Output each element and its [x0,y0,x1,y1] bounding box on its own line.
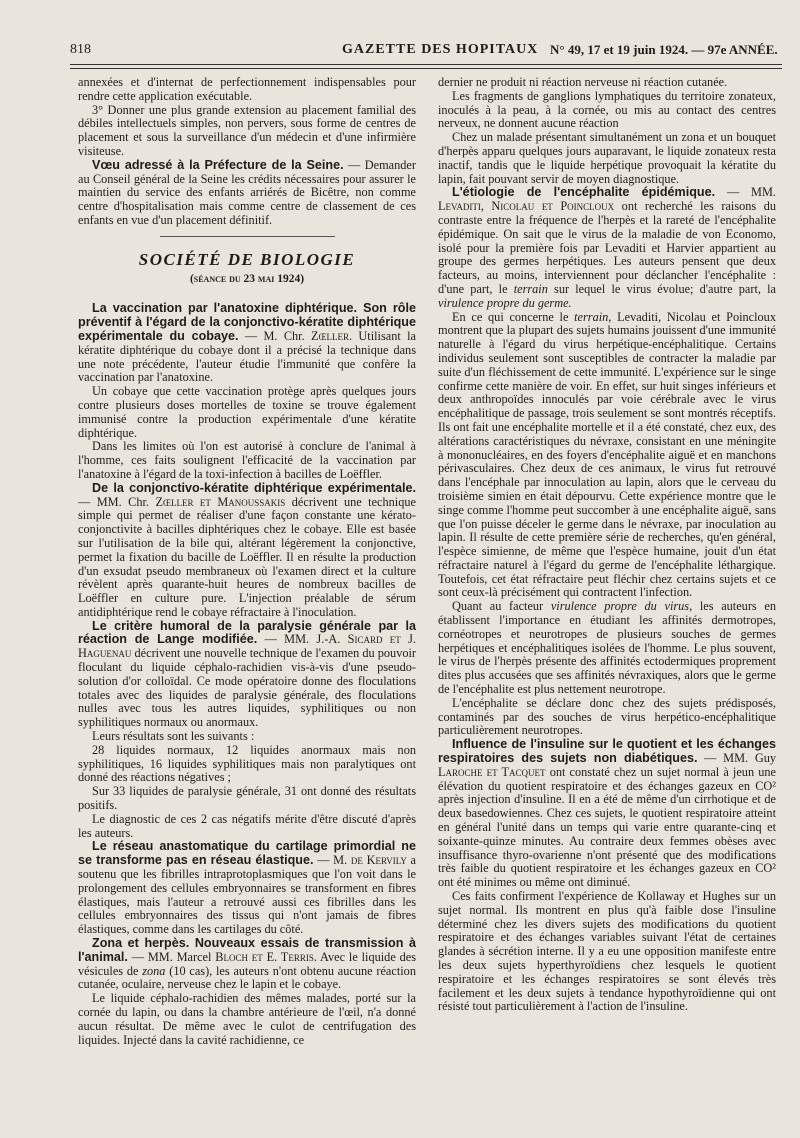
article-conjonctivo-keratite: De la conjonctivo-kératite diphtérique expérimentale. — MM. Chr. Zœller et Manoussakis décrivent une technique simple qui permet de réaliser d'une façon constante une kérato-conjonctivite à bacilles diphtériques chez le cobaye. Elle est basée sur l'utilisation de la bile qui, altérant légèrement la conjonctive, permet la fixation du bacille de Loëffler. Il en résulte la production d'un exsudat pseudo membraneux où l'examen direct et la culture révèlent après quarante-huit heures de nombreux bacilles de Loëffler en culture pure. L'injection préalable de sérum antidiphtérique rend le cobaye réfractaire à l'inoculation. [78,480,416,619]
intro-paragraph-3: 3° Donner une plus grande extension au placement familial des débiles intellectuels simples, non pervers, sous forme de centres de placement et sous la surveillance d'un médecin et d'une infirmière visiteuse. [78,102,416,158]
article-author: Zœller et Manoussakis [155,494,286,509]
header-rule [70,64,782,65]
section-divider [160,236,335,237]
article-title: De la conjonctivo-kératite diphtérique expérimentale. [92,480,416,495]
voeu-paragraph [78,159,416,228]
article-author: Levaditi, Nicolau et Poincloux [438,199,615,214]
article-paragraph: Ces faits confirment l'expérience de Kollaway et Hughes sur un sujet normal. Ils montrent en plus qu'à faible dose l'insuline déterminé chez les divers sujets des modifications du quotient respiratoire et des échanges variables suivant l'état de certaines glandes à sécrétion interne. Il y a eu une opposition manifeste entre les deux sujets hyperthyroïdiens chez lesquels le quotient respiratoire et les échanges respiratoires se sont élevés très facilement et les deux sujets à tendance hypothyroïdienne qui ont résisté tout particulièrement à l'action de l'insuline. [438,889,776,1014]
article-critere-humoral: Le critère humoral de la paralysie générale par la réaction de Lange modifiée. — MM. J.-A. Sicard et J. Haguenau décrivent une nouvelle technique de l'examen du pouvoir floculant du liquide céphalo-rachidien vis-à-vis d'une pseudo-solution d'or colloïdal. Ce mode opératoire donne des floculations totales avec des liquides de paralysie générale, des floculations nulles avec tous les autres liquides, syphilitiques ou non syphilitiques normaux ou anormaux. [78,618,416,730]
article-paragraph: Chez un malade présentant simultanément un zona et un bouquet d'herpès apparu quelques jours auparavant, le liquide zonateux resta inactif, tandis que le liquide herpétique provoquait la kératite du lapin, fait pouvant servir de moyen diagnostique. [438,130,776,186]
header-rule-double [70,68,782,69]
continued-paragraph: dernier ne produit ni réaction nerveuse ni réaction cutanée. [438,75,728,89]
article-title: Le réseau anastomatique du cartilage primordial ne se transforme pas en réseau élastique. [78,839,416,868]
article-insuline: Influence de l'insuline sur le quotient et les échanges respiratoires des sujets non diabétiques. — MM. Guy Laroche et Tacquet ont constaté chez un sujet normal à jeun une élévation du quotient respiratoire et des échanges gazeux en CO² après injection d'insuline. Il en a été de même d'un cirrhotique et de deux basedowiennes. Chez ces sujets, le quotient respiratoire atteint en général l'unité dans un temps qui varie entre quarante-cinq et soixante-quinze minutes. Au contraire deux femmes obèses avec insuffisance thyro-ovarienne n'ont présenté que des modifications très faible du quotient respiratoire et les échanges gazeux en CO² ont été minimes ou même ont diminué. [438,737,776,890]
article-title: La vaccination par l'anatoxine diphtérique. Son rôle préventif à l'égard de la conjonctivo-kératite diphtérique expérimentale du cobaye. [78,301,416,343]
page-number: 818 [70,42,91,57]
left-column [78,76,416,1047]
issue-info: N° 49, 17 et 19 juin 1924. — 97e ANNÉE. [550,42,778,57]
society-heading: SOCIÉTÉ DE BIOLOGIE [138,249,356,269]
article-zona-herpes: Zona et herpès. Nouveaux essais de transmission à l'animal. — MM. Marcel Bloch et E. Terris. Avec le liquide des vésicules de zona (10 cas), les auteurs n'ont obtenu aucune réaction cutanée, oculaire, nerveuse chez le lapin et le cobaye. [78,936,416,992]
voeu-text: — Demander au Conseil général de la Seine les crédits nécessaires pour assurer le maintien du service des enfants arriérés de Bicêtre, non comme centre d'hospitalisation mais comme centre de classement de ces enfants en vue d'un placement définitif. [78,157,416,227]
article-paragraph: Dans les limites où l'on est autorisé à conclure de l'animal à l'homme, ces faits soulignent l'efficacité de la vaccination par l'anatoxine à l'égard de la toxi-infection à bacilles de Loëffler. [78,439,416,481]
voeu-title: Vœu adressé à la Préfecture de la Seine. [92,157,344,172]
intro-paragraph: annexées et d'internat de perfectionnement indispensables pour rendre cette application exécutable. [78,75,416,103]
article-paragraph: En ce qui concerne le terrain, Levaditi, Nicolau et Poincloux montrent que la plupart des sujets humains jouissent d'une immunité naturelle à l'égard du virus herpétique-encéphalitique. Certains individus seulement sont susceptibles de contracter la maladie par suite d'un fléchissement de cette immunité. L'expérience sur le singe confirme cette manière de voir. En effet, sur huit singes inférieurs et deux anthropoïdes innoculés par voie cérébrale avec le virus encéphalitique de passage, trois seulement se sont montrés réceptifs. Ils ont fait une encéphalite mortelle et il a été constaté, chez eux, des altérations caractéristiques du névraxe, consistant en une méningite à mononucléaires, en des foyers d'encéphalite aiguë et en manchons périvasculaires. Chez deux de ces animaux, le virus fut retrouvé dans l'encéphale par innoculation au lapin, alors que le cerveau du troisième simien en était dépourvu. Cette expérience montre que le singe comme l'homme peut succomber à une encéphalite aiguë, sans que l'on puisse déceler le germe dans le névraxe, par inoculation au lapin. Il résulte de cette première série de recherches, qu'en général, l'espèce simienne, de même que l'espèce humaine, jouit d'un état réfractaire naturel à l'égard du germe de l'encéphalite léthargique. Toutefois, cet état réfractaire peut fléchir chez certains sujets et ce sont ceux-là précisément qui contractent l'infection. [438,309,776,600]
article-author: Zœller. [311,328,353,343]
article-author: Sicard et J. Haguenau [78,632,416,661]
article-title: Zona et herpès. Nouveaux essais de transmission à l'animal. [78,936,416,964]
article-vaccination: La vaccination par l'anatoxine diphtérique. Son rôle préventif à l'égard de la conjonctivo-kératite diphtérique expérimentale du cobaye. — M. Chr. Zœller. Utilisant la kératite diphtérique du cobaye dont il a précisé la technique dans une note précédente, l'auteur étudie l'immunité que confère la vaccination par l'anatoxine. [78,301,416,385]
article-title: Influence de l'insuline sur le quotient et les échanges respiratoires des sujets non diabétiques. [438,737,776,766]
article-title: L'étiologie de l'encéphalite épidémique. [452,185,716,200]
article-author: Laroche et Tacquet [438,764,546,779]
article-paragraph: Sur 33 liquides de paralysie générale, 31 ont donné des résultats positifs. [78,784,416,813]
right-column [438,76,776,1014]
page-header [70,38,782,64]
journal-title: GAZETTE DES HOPITAUX [342,42,539,57]
article-paragraph: L'encéphalite se déclare donc chez des sujets prédisposés, contaminés par des souches de virus herpético-encéphalitique particulièrement neurotropes. [438,695,776,738]
article-paragraph: Les fragments de ganglions lymphatiques du territoire zonateux, inoculés à la peau, à la cornée, ou mis au contact des centres nerveux, ne donnent aucune réaction [438,88,776,131]
article-paragraph: 28 liquides normaux, 12 liquides anormaux mais non syphilitiques, 16 liquides syphilitiques mais non paralytiques ont donné des réactions négatives ; [78,742,416,785]
article-author: Bloch et E. Terris. [215,949,317,964]
article-encephalite: L'étiologie de l'encéphalite épidémique. — MM. Levaditi, Nicolau et Poincloux ont recherché les raisons du contraste entre la fréquence de l'herpès et la rareté de l'encéphalite épidémique. On sait que le virus de la maladie de von Economo, isolé pour la première fois par Levaditi et Harvier appartient au groupe des germes herpétiques. Les auteurs pensent que deux facteurs, au moins, interviennent pour déclancher l'encéphalite : d'une part, le terrain sur lequel le virus évolue; d'autre part, la virulence propre du germe. [438,185,777,310]
session-date: (séance du 23 mai 1924) [189,272,305,285]
article-title: Le critère humoral de la paralysie générale par la réaction de Lange modifiée. [78,618,416,647]
article-paragraph: Quant au facteur virulence propre du virus, les auteurs en établissent l'importance en étudiant les affinités dermotropes, cornéotropes et neurotropes de plusieurs souches de germes herpétiques et encéphalitiques isolées de l'homme. Le plus souvent, le virus de l'herpès présente des affinités ectodermiques proprement dites plus accusées que ses affinités névraxiques, alors que le germe de l'encéphalite est plus nettement neurotrope. [438,599,776,697]
article-paragraph: Le diagnostic de ces 2 cas négatifs mérite d'être discuté d'après les auteurs. [78,811,416,840]
article-paragraph: Un cobaye que cette vaccination protège après quelques jours contre plusieurs doses mortelles de toxine se trouve également immunisé contre la production expérimentale d'une kératite diphtérique. [78,384,416,440]
article-author: de Kervily [350,853,407,868]
article-reseau-anastomatique: Le réseau anastomatique du cartilage primordial ne se transforme pas en réseau élastique. — M. de Kervily a soutenu que les fibrilles intraprotoplasmiques que l'on voit dans le prolongement des cellules embryonnaires se transforment en fibres élastiques, mais l'auteur a retrouvé aussi ces fibrilles dans les cellules embryonnaires des tissus qui n'ont jamais de fibres élastiques, comme dans les cartilages du côté. [78,839,416,937]
article-paragraph: Leurs résultats sont les suivants : [92,729,255,744]
article-paragraph: Le liquide céphalo-rachidien des mêmes malades, porté sur la cornée du lapin, ou dans la chambre antérieure de l'œil, n'a donné aucun résultat. De même avec le culot de centrifugation des liquides. Injecté dans la cavité rachidienne, ce [78,991,416,1047]
